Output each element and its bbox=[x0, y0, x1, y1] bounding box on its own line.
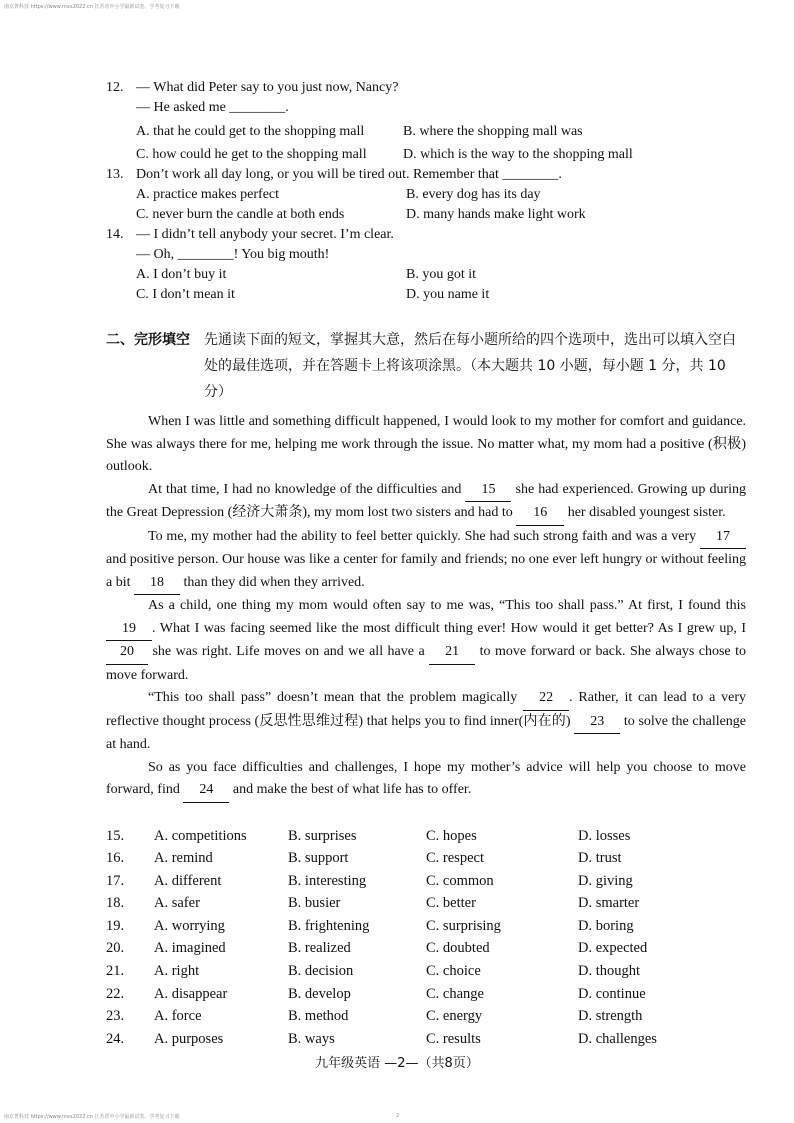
question-line: — He asked me ________. bbox=[136, 100, 289, 115]
blank-16: 16 bbox=[516, 502, 564, 526]
passage-paragraph: “This too shall pass” doesn’t mean that the problem magically 22 . Rather, it can lead to a very reflective thought process (反思性思维过程) that helps you to find inner(内在的) 23 to solve the challenge at hand. bbox=[106, 687, 746, 757]
option-c: C. how could he get to the shopping mall bbox=[136, 147, 367, 162]
option-d: D. you name it bbox=[406, 287, 490, 302]
cloze-option-row: 18. A. safer B. busier C. better D. smarter bbox=[106, 895, 640, 912]
section-title: 二、完形填空 bbox=[106, 332, 190, 348]
option-grid bbox=[106, 265, 746, 305]
cloze-options-list bbox=[106, 825, 746, 1051]
blank-22: 22 bbox=[523, 687, 569, 711]
option-a: A. practice makes perfect bbox=[136, 187, 280, 202]
option-c: C. never burn the candle at both ends bbox=[136, 207, 345, 222]
option-c: C. I don’t mean it bbox=[136, 287, 235, 302]
option-b: B. where the shopping mall was bbox=[403, 124, 583, 139]
cloze-option-row: 23. A. force B. method C. energy D. strength bbox=[106, 1008, 643, 1025]
question-number: 12. bbox=[106, 80, 124, 95]
blank-17: 17 bbox=[700, 526, 746, 550]
cloze-option-row: 17. A. different B. interesting C. common D. giving bbox=[106, 872, 633, 889]
passage-paragraph: As a child, one thing my mom would often say to me was, “This too shall pass.” At first, I found this 19 . What I was facing seemed like the most difficult thing ever! How would it get better? As I grew up, I 20 she was right. Life moves on and we all have a 21 to move forward or back. She always chose to move forward. bbox=[106, 598, 747, 683]
cloze-option-row: 15. A. competitions B. surprises C. hopes D. losses bbox=[106, 827, 631, 844]
question-12 bbox=[106, 78, 746, 165]
option-a: A. that he could get to the shopping mall bbox=[136, 124, 365, 139]
passage-paragraph: So as you face difficulties and challenges, I hope my mother’s advice will help you choose to move forward, find 24 and make the best of what life has to offer. bbox=[106, 757, 746, 803]
cloze-option-row: 22. A. disappear B. develop C. change D. continue bbox=[106, 985, 646, 1002]
question-number: 14. bbox=[106, 227, 124, 242]
cloze-option-row: 19. A. worrying B. frightening C. surprising D. boring bbox=[106, 917, 634, 934]
passage-paragraph: When I was little and something difficult happened, I would look to my mother for comfort and guidance. She was always there for me, helping me work through the issue. No matter what, my mom had a positive (积极) outlook. bbox=[106, 414, 746, 474]
option-grid bbox=[106, 122, 746, 165]
cloze-passage bbox=[106, 411, 746, 803]
passage-paragraph: To me, my mother had the ability to feel better quickly. She had such strong faith and was a very 17 and positive person. Our house was like a center for family and friends; no one ever left hungry or without feeling a bit 18 than they did when they arrived. bbox=[106, 526, 746, 596]
header-watermark-note: 南京菁科技 https://www.mxx2022.cn 江苏省中小学最新试卷、学考复习下载 bbox=[4, 4, 180, 10]
option-d: D. many hands make light work bbox=[406, 207, 586, 222]
question-14 bbox=[106, 225, 746, 305]
question-number: 13. bbox=[106, 167, 124, 182]
footer-watermark-note: 南京菁科技 https://www.mxx2022.cn 江苏省中小学最新试卷、学考复习下载 bbox=[4, 1114, 180, 1120]
blank-15: 15 bbox=[465, 479, 511, 503]
option-b: B. you got it bbox=[406, 267, 477, 282]
passage-paragraph: At that time, I had no knowledge of the difficulties and 15 she had experienced. Growing up during the Great Depression (经济大萧条), my mom lost two sisters and had to 16 her disabled youngest sister. bbox=[106, 479, 746, 526]
blank-19: 19 bbox=[106, 618, 152, 642]
question-line: — I didn’t tell anybody your secret. I’m clear. bbox=[136, 227, 394, 242]
cloze-option-row: 20. A. imagined B. realized C. doubted D. expected bbox=[106, 940, 648, 957]
question-line: — Oh, ________! You big mouth! bbox=[136, 247, 330, 262]
question-line: — What did Peter say to you just now, Nancy? bbox=[136, 80, 399, 95]
option-d: D. which is the way to the shopping mall bbox=[403, 147, 633, 162]
section-instructions: 先通读下面的短文，掌握其大意，然后在每小题所给的四个选项中，选出可以填入空白处的最佳选项，并在答题卡上将该项涂黑。（本大题共 10 小题，每小题 1 分，共 10 分） bbox=[204, 332, 736, 400]
blank-20: 20 bbox=[106, 641, 148, 665]
exam-page bbox=[106, 78, 746, 1050]
blank-23: 23 bbox=[574, 711, 620, 735]
option-grid bbox=[106, 185, 746, 225]
blank-18: 18 bbox=[134, 572, 180, 596]
question-13 bbox=[106, 165, 746, 225]
option-a: A. I don’t buy it bbox=[136, 267, 227, 282]
section-2-header bbox=[106, 327, 746, 405]
cloze-option-row: 21. A. right B. decision C. choice D. thought bbox=[106, 963, 641, 980]
page-footer: 九年级英语 —2—（共8页） bbox=[315, 1056, 479, 1071]
footer-page-number: 2 bbox=[396, 1113, 400, 1119]
option-b: B. every dog has its day bbox=[406, 187, 541, 202]
blank-24: 24 bbox=[183, 779, 229, 803]
question-line: Don’t work all day long, or you will be tired out. Remember that ________. bbox=[136, 167, 562, 182]
blank-21: 21 bbox=[429, 641, 475, 665]
cloze-option-row: 24. A. purposes B. ways C. results D. challenges bbox=[106, 1030, 657, 1047]
cloze-option-row: 16. A. remind B. support C. respect D. trust bbox=[106, 850, 622, 867]
